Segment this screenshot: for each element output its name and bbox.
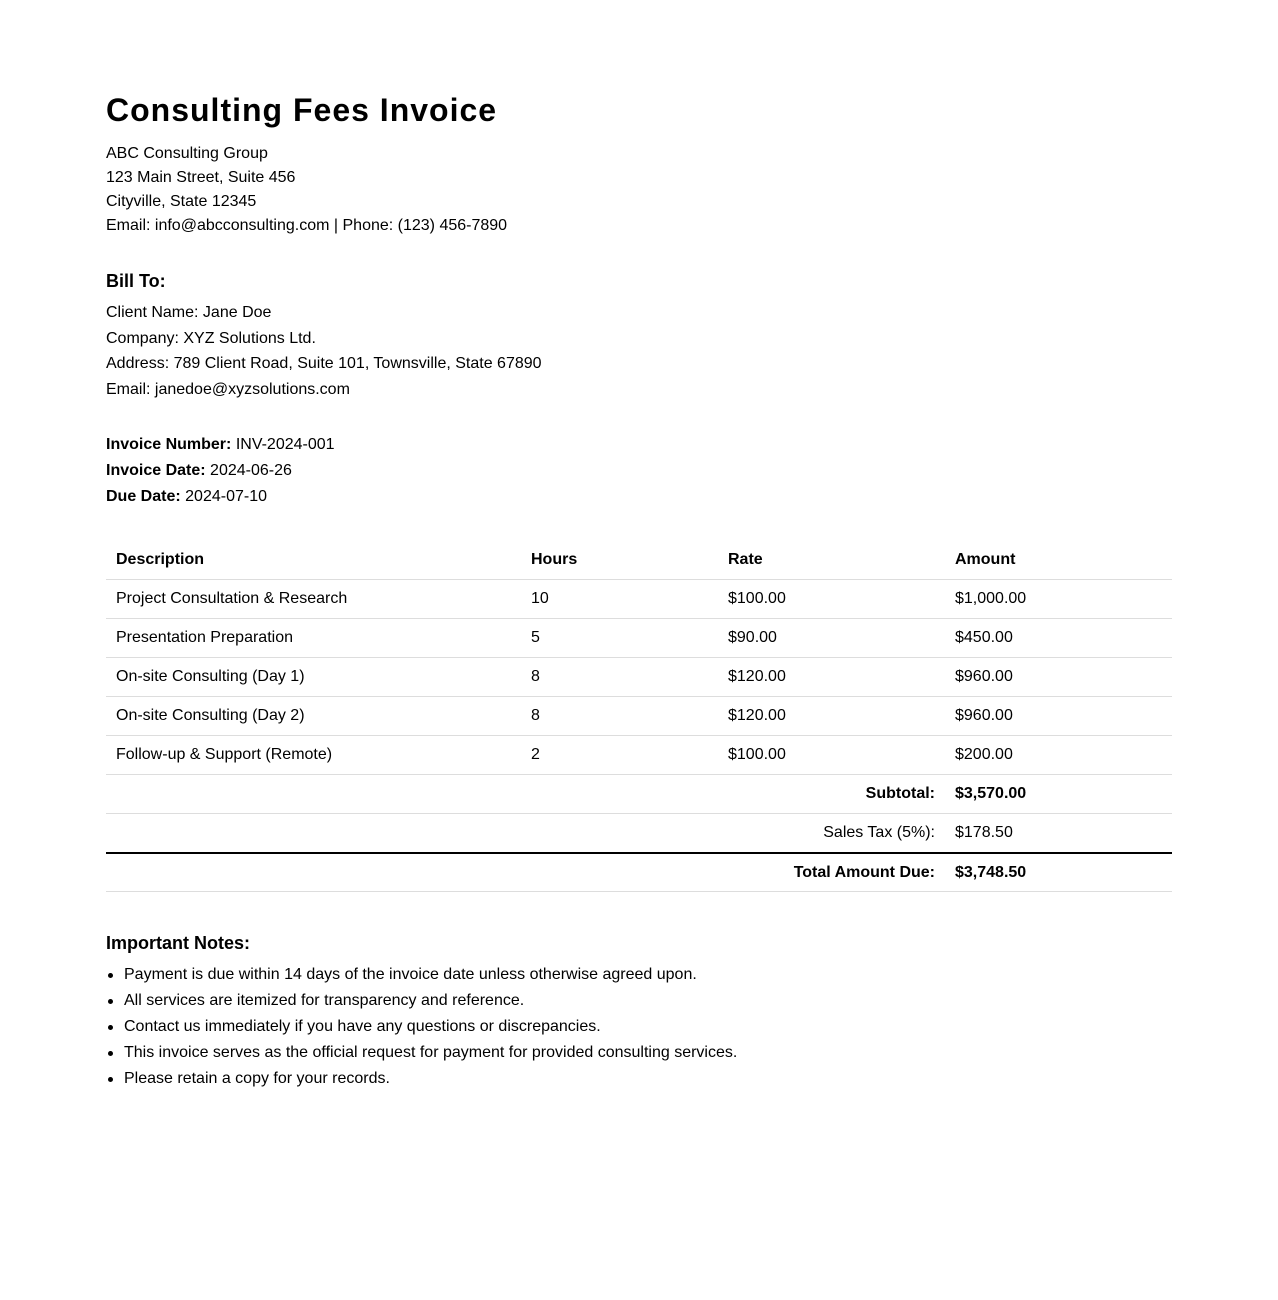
row-amount: $450.00 (945, 619, 1172, 658)
due-date (106, 484, 1172, 510)
notes-heading: Important Notes: (106, 933, 250, 954)
header-amount: Amount (945, 541, 1172, 580)
due-date-label: Due Date: (106, 487, 181, 505)
invoice-date-label: Invoice Date: (106, 461, 206, 479)
row-hours: 10 (521, 580, 718, 619)
table-row (106, 697, 1172, 736)
row-rate: $100.00 (718, 736, 945, 775)
tax-value: $178.50 (945, 814, 1172, 853)
row-description: Follow-up & Support (Remote) (106, 736, 521, 775)
due-date-value: 2024-07-10 (185, 487, 267, 505)
line-items-table (106, 541, 1172, 893)
bullet-icon (108, 1051, 113, 1056)
row-rate: $100.00 (718, 580, 945, 619)
subtotal-value: $3,570.00 (945, 775, 1172, 814)
table-header-row (106, 541, 1172, 580)
tax-row (106, 814, 1172, 853)
table-row (106, 580, 1172, 619)
note-text: Payment is due within 14 days of the invoice date unless otherwise agreed upon. (124, 966, 697, 984)
list-item (106, 1014, 1172, 1040)
client-email: Email: janedoe@xyzsolutions.com (106, 381, 350, 399)
row-hours: 5 (521, 619, 718, 658)
invoice-date (106, 458, 1172, 484)
table-row (106, 619, 1172, 658)
row-rate: $120.00 (718, 658, 945, 697)
row-description: Project Consultation & Research (106, 580, 521, 619)
invoice-title: Consulting Fees Invoice (106, 92, 498, 128)
company-contact: Email: info@abcconsulting.com | Phone: (123) 456-7890 (106, 217, 508, 234)
invoice-number-value: INV-2024-001 (235, 435, 335, 453)
company-address-line1: 123 Main Street, Suite 456 (106, 169, 296, 186)
list-item (106, 988, 1172, 1014)
row-hours: 8 (521, 658, 718, 697)
client-company: Company: XYZ Solutions Ltd. (106, 329, 316, 347)
header-rate: Rate (718, 541, 945, 580)
invoice-page (106, 92, 1172, 1092)
row-rate: $120.00 (718, 697, 945, 736)
company-address-line2: Cityville, State 12345 (106, 193, 257, 210)
list-item (106, 962, 1172, 988)
row-description: On-site Consulting (Day 1) (106, 658, 521, 697)
table-row (106, 658, 1172, 697)
row-rate: $90.00 (718, 619, 945, 658)
bullet-icon (108, 1025, 113, 1030)
subtotal-label: Subtotal: (106, 775, 945, 814)
total-value: $3,748.50 (945, 853, 1172, 892)
bullet-icon (108, 999, 113, 1004)
row-description: Presentation Preparation (106, 619, 521, 658)
list-item (106, 1040, 1172, 1066)
bullet-icon (108, 973, 113, 978)
row-amount: $1,000.00 (945, 580, 1172, 619)
row-amount: $200.00 (945, 736, 1172, 775)
client-name: Client Name: Jane Doe (106, 304, 272, 321)
notes-list (106, 962, 1172, 1092)
company-info (106, 142, 1172, 238)
invoice-number (106, 432, 1172, 458)
total-label: Total Amount Due: (106, 853, 945, 892)
subtotal-row (106, 775, 1172, 814)
note-text: Contact us immediately if you have any questions or discrepancies. (124, 1018, 601, 1036)
bill-to-heading: Bill To: (106, 271, 166, 291)
note-text: This invoice serves as the official request for payment for provided consulting services. (124, 1044, 738, 1062)
note-text: Please retain a copy for your records. (124, 1070, 390, 1088)
invoice-meta (106, 432, 1172, 510)
list-item (106, 1066, 1172, 1092)
company-name: ABC Consulting Group (106, 145, 268, 162)
client-address: Address: 789 Client Road, Suite 101, Townsville, State 67890 (106, 355, 542, 373)
row-hours: 2 (521, 736, 718, 775)
row-amount: $960.00 (945, 658, 1172, 697)
note-text: All services are itemized for transparency and reference. (124, 992, 525, 1010)
tax-label: Sales Tax (5%): (106, 814, 945, 853)
row-amount: $960.00 (945, 697, 1172, 736)
row-hours: 8 (521, 697, 718, 736)
bill-to-block (106, 300, 1172, 403)
table-row (106, 736, 1172, 775)
invoice-number-label: Invoice Number: (106, 435, 232, 453)
header-hours: Hours (521, 541, 718, 580)
bullet-icon (108, 1077, 113, 1082)
row-description: On-site Consulting (Day 2) (106, 697, 521, 736)
header-description: Description (106, 541, 521, 580)
invoice-date-value: 2024-06-26 (210, 461, 292, 479)
total-row (106, 853, 1172, 892)
